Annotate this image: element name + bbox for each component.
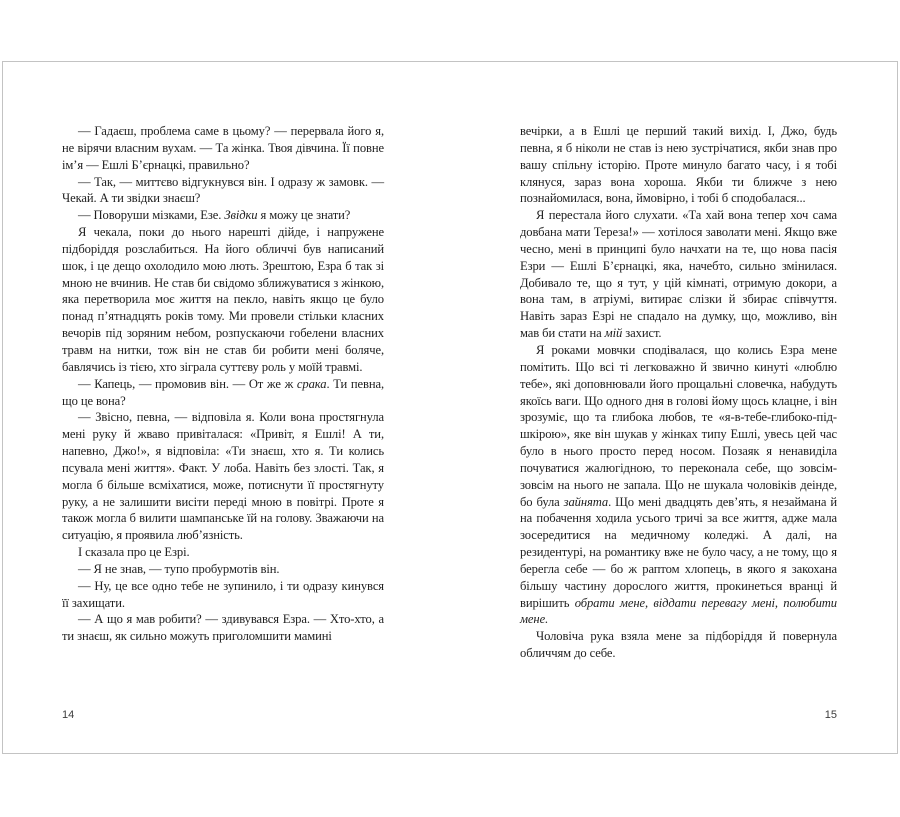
paragraph: — Звісно, певна, — відповіла я. Коли вона простягнула мені руку й жваво привіталася: «Привіт, я Ешлі! А ти, напевно, Джо!», я відповіла: «Ти знаєш, хто я. Ти колись псувала мені життя». Факт. У лоба. Навіть без злості. Так, я могла б більше всміхатися, може, потиснути її простягнуту руку, а не залишити висіти переді мною в повітрі. Проте я також могла б вилити шампанське їй на голову. Зважаючи на ситуацію, я проявила люб’язність.	[62, 410, 384, 543]
page-number-left: 14	[62, 709, 75, 721]
paragraph: Я перестала його слухати. «Та хай вона тепер хоч сама довбана мати Тереза!» — хотілося заволати мені. Якщо вже чесно, мені в принципі було начхати на те, що нова пасія Езри — Ешлі Б’єрнацкі, яка, начебто, сильно змінилася. Добивало те, що я тут, у цій кімнаті, отримую докори, а вона там, в атріумі, витирає слізки й збирає співчуття. Навіть зараз Езрі не спадало на думку, що, можливо, він мав би стати на мій захист.	[520, 208, 837, 341]
paragraph: — Гадаєш, проблема саме в цьому? — перервала його я, не вірячи власним вухам. — Та жінка. Твоя дівчина. Її повне ім’я — Ешлі Б’єрнацкі, правильно?	[62, 124, 384, 172]
paragraph: Я роками мовчки сподівалася, що колись Езра мене помітить. Що всі ті легковажно й звично кинуті «люблю тебе», які доповнювали його прощальні словечка, набудуть якоїсь ваги. Що одного дня в голові йому щось клацне, і він зрозуміє, що та глибока любов, те «я-в-тебе-глибоко-під-шкірою», яке він шукав у жінках типу Ешлі, увесь цей час було в нього просто перед носом. Позаяк я ненавиділа почуватися жалюгідною, то переконала себе, що зовсім-зовсім на нього не запала. Що не шукала чоловіків деінде, бо була зайнята. Що мені двадцять дев’ять, я незаймана й на побачення ходила усього тричі за все життя, адже мала зосередитися на медичному коледжі. А далі, на резидентурі, на романтику вже не було часу, а не тому, що я берегла себе — бо ж раптом хлопець, в якого я закохана більшу частину дорослого життя, прокинеться вранці й вирішить обрати мене, віддати перевагу мені, полюбити мене.	[520, 342, 837, 627]
page-left-text	[62, 123, 384, 645]
paragraph: вечірки, а в Ешлі це перший такий вихід. І, Джо, будь певна, я б ніколи не став із нею зустрічатися, якби знав про вашу спільну історію. Проте минуло багато часу, і я тобі клянуся, зараз вона хороша. Якби ти ближче з нею познайомилася, вона, ймовірно, і тобі б сподобалася...	[520, 124, 837, 206]
page-number-right: 15	[824, 709, 837, 721]
book-spread	[2, 61, 898, 754]
paragraph: — Поворуши мізками, Езе. Звідки я можу це знати?	[78, 208, 351, 223]
paragraph: — А що я мав робити? — здивувався Езра. — Хто-хто, а ти знаєш, як сильно можуть приголомшити мамині	[62, 612, 384, 644]
paragraph: — Я не знав, — тупо пробурмотів він.	[78, 561, 280, 576]
page-right-text	[520, 123, 837, 662]
paragraph: І сказала про це Езрі.	[78, 545, 190, 560]
paragraph: — Так, — миттєво відгукнувся він. І одразу ж замовк. — Чекай. А ти звідки знаєш?	[62, 174, 384, 206]
paragraph: — Капець, — промовив він. — От же ж срака. Ти певна, що це вона?	[62, 376, 385, 408]
paragraph: — Ну, це все одно тебе не зупинило, і ти одразу кинувся її захищати.	[62, 578, 384, 610]
paragraph: Чоловіча рука взяла мене за підборіддя й повернула обличчям до себе.	[520, 629, 837, 661]
page-left	[3, 62, 451, 753]
page-right	[451, 62, 897, 753]
paragraph: Я чекала, поки до нього нарешті дійде, і напружене підборіддя розслабиться. На його обличчі був написаний шок, і це дещо охолодило мою лють. Зрештою, Езра б так зі мною не вчинив. Не став би свідомо зближуватися з жінкою, яка перетворила моє життя на пекло, навіть якщо це було понад п’ятнадцять років тому. Ми провели стільки класних вечорів під зоряним небом, розпускаючи гобелени власних травм на нитки, тож він не став би робити мені боляче, бавлячись із тією, хто зіграла суттєву роль у моїй травмі.	[62, 225, 384, 374]
